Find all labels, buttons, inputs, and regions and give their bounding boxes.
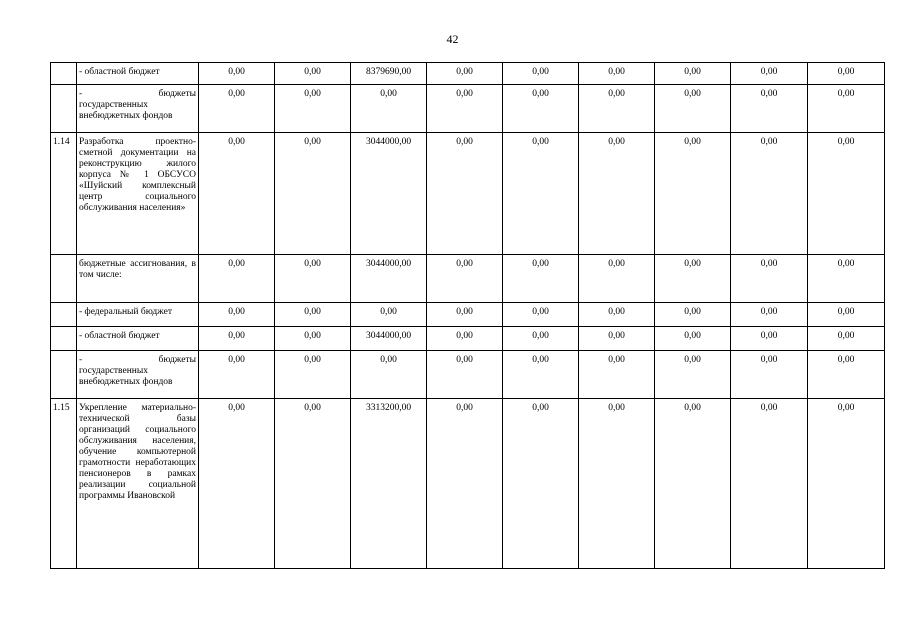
value-cell: 0,00: [199, 133, 275, 255]
value-cell: 0,00: [275, 133, 351, 255]
value-cell: 0,00: [808, 63, 885, 85]
value-cell: 0,00: [275, 303, 351, 327]
value-cell: 0,00: [579, 133, 655, 255]
value-cell: 0,00: [655, 303, 731, 327]
value-cell: 0,00: [731, 327, 808, 351]
value-cell: 0,00: [655, 327, 731, 351]
value-cell: 0,00: [655, 63, 731, 85]
value-cell: 0,00: [503, 63, 579, 85]
value-cell: 3044000,00: [351, 255, 427, 303]
table-row: [51, 327, 885, 351]
value-cell: 0,00: [731, 255, 808, 303]
value-cell: 0,00: [731, 133, 808, 255]
value-cell: 0,00: [199, 85, 275, 133]
value-cell: 0,00: [808, 327, 885, 351]
value-cell: 0,00: [351, 351, 427, 399]
value-cell: 0,00: [655, 399, 731, 569]
row-index: [51, 85, 77, 133]
table-row: [51, 303, 885, 327]
value-cell: 0,00: [655, 85, 731, 133]
value-cell: 0,00: [199, 303, 275, 327]
page-number: 42: [446, 32, 459, 46]
value-cell: 3044000,00: [351, 133, 427, 255]
value-cell: 0,00: [427, 351, 503, 399]
table-row: [51, 85, 885, 133]
value-cell: 0,00: [731, 85, 808, 133]
value-cell: 0,00: [731, 399, 808, 569]
row-index: [51, 351, 77, 399]
value-cell: 0,00: [579, 327, 655, 351]
row-description: бюджетные ассигнования, в том числе:: [77, 255, 199, 303]
value-cell: 0,00: [427, 85, 503, 133]
value-cell: 0,00: [503, 303, 579, 327]
row-index: [51, 303, 77, 327]
value-cell: 0,00: [275, 327, 351, 351]
value-cell: 0,00: [808, 133, 885, 255]
value-cell: 0,00: [808, 85, 885, 133]
value-cell: 0,00: [731, 351, 808, 399]
value-cell: 0,00: [579, 63, 655, 85]
value-cell: 0,00: [275, 85, 351, 133]
value-cell: 0,00: [351, 85, 427, 133]
value-cell: 0,00: [427, 63, 503, 85]
value-cell: 0,00: [199, 255, 275, 303]
value-cell: 0,00: [808, 351, 885, 399]
value-cell: 0,00: [579, 399, 655, 569]
value-cell: 0,00: [503, 399, 579, 569]
value-cell: 0,00: [427, 133, 503, 255]
row-index: [51, 255, 77, 303]
value-cell: 0,00: [199, 63, 275, 85]
table-row: [51, 399, 885, 569]
value-cell: 3044000,00: [351, 327, 427, 351]
value-cell: 0,00: [275, 399, 351, 569]
value-cell: 8379690,00: [351, 63, 427, 85]
value-cell: 0,00: [503, 255, 579, 303]
value-cell: 0,00: [427, 303, 503, 327]
value-cell: 0,00: [579, 85, 655, 133]
table-row: [51, 351, 885, 399]
value-cell: 0,00: [275, 351, 351, 399]
value-cell: 0,00: [427, 255, 503, 303]
row-index: [51, 63, 77, 85]
value-cell: 0,00: [808, 303, 885, 327]
table-row: [51, 63, 885, 85]
value-cell: 0,00: [351, 303, 427, 327]
value-cell: 0,00: [579, 303, 655, 327]
value-cell: 0,00: [731, 63, 808, 85]
budget-table: [50, 62, 885, 569]
value-cell: 0,00: [655, 133, 731, 255]
row-description: - федеральный бюджет: [77, 303, 199, 327]
value-cell: 0,00: [427, 327, 503, 351]
value-cell: 0,00: [808, 255, 885, 303]
table-row: [51, 133, 885, 255]
value-cell: 0,00: [427, 399, 503, 569]
row-description: - областной бюджет: [77, 327, 199, 351]
value-cell: 0,00: [503, 85, 579, 133]
row-index: [51, 327, 77, 351]
value-cell: 0,00: [503, 351, 579, 399]
value-cell: 0,00: [808, 399, 885, 569]
row-description: Разработка проектно-сметной документации на реконструкцию жилого корпуса № 1 ОБСУСО «Шуйский комплексный центр социального обслуживания населения»: [77, 133, 199, 255]
value-cell: 0,00: [655, 351, 731, 399]
value-cell: 0,00: [275, 255, 351, 303]
value-cell: 0,00: [731, 303, 808, 327]
row-description: - областной бюджет: [77, 63, 199, 85]
value-cell: 3313200,00: [351, 399, 427, 569]
value-cell: 0,00: [199, 327, 275, 351]
value-cell: 0,00: [579, 351, 655, 399]
row-index: 1.14: [51, 133, 77, 255]
value-cell: 0,00: [503, 133, 579, 255]
row-description: - бюджеты государственных внебюджетных фондов: [77, 85, 199, 133]
value-cell: 0,00: [199, 399, 275, 569]
row-description: - бюджеты государственных внебюджетных фондов: [77, 351, 199, 399]
value-cell: 0,00: [199, 351, 275, 399]
row-index: 1.15: [51, 399, 77, 569]
value-cell: 0,00: [275, 63, 351, 85]
table-row: [51, 255, 885, 303]
row-description: Укрепление материально-технической базы организаций социального обслуживания населения, обучение компьютерной грамотности неработающих пенсионеров в рамках реализации социальной программы Ивановской: [77, 399, 199, 569]
value-cell: 0,00: [579, 255, 655, 303]
value-cell: 0,00: [655, 255, 731, 303]
value-cell: 0,00: [503, 327, 579, 351]
